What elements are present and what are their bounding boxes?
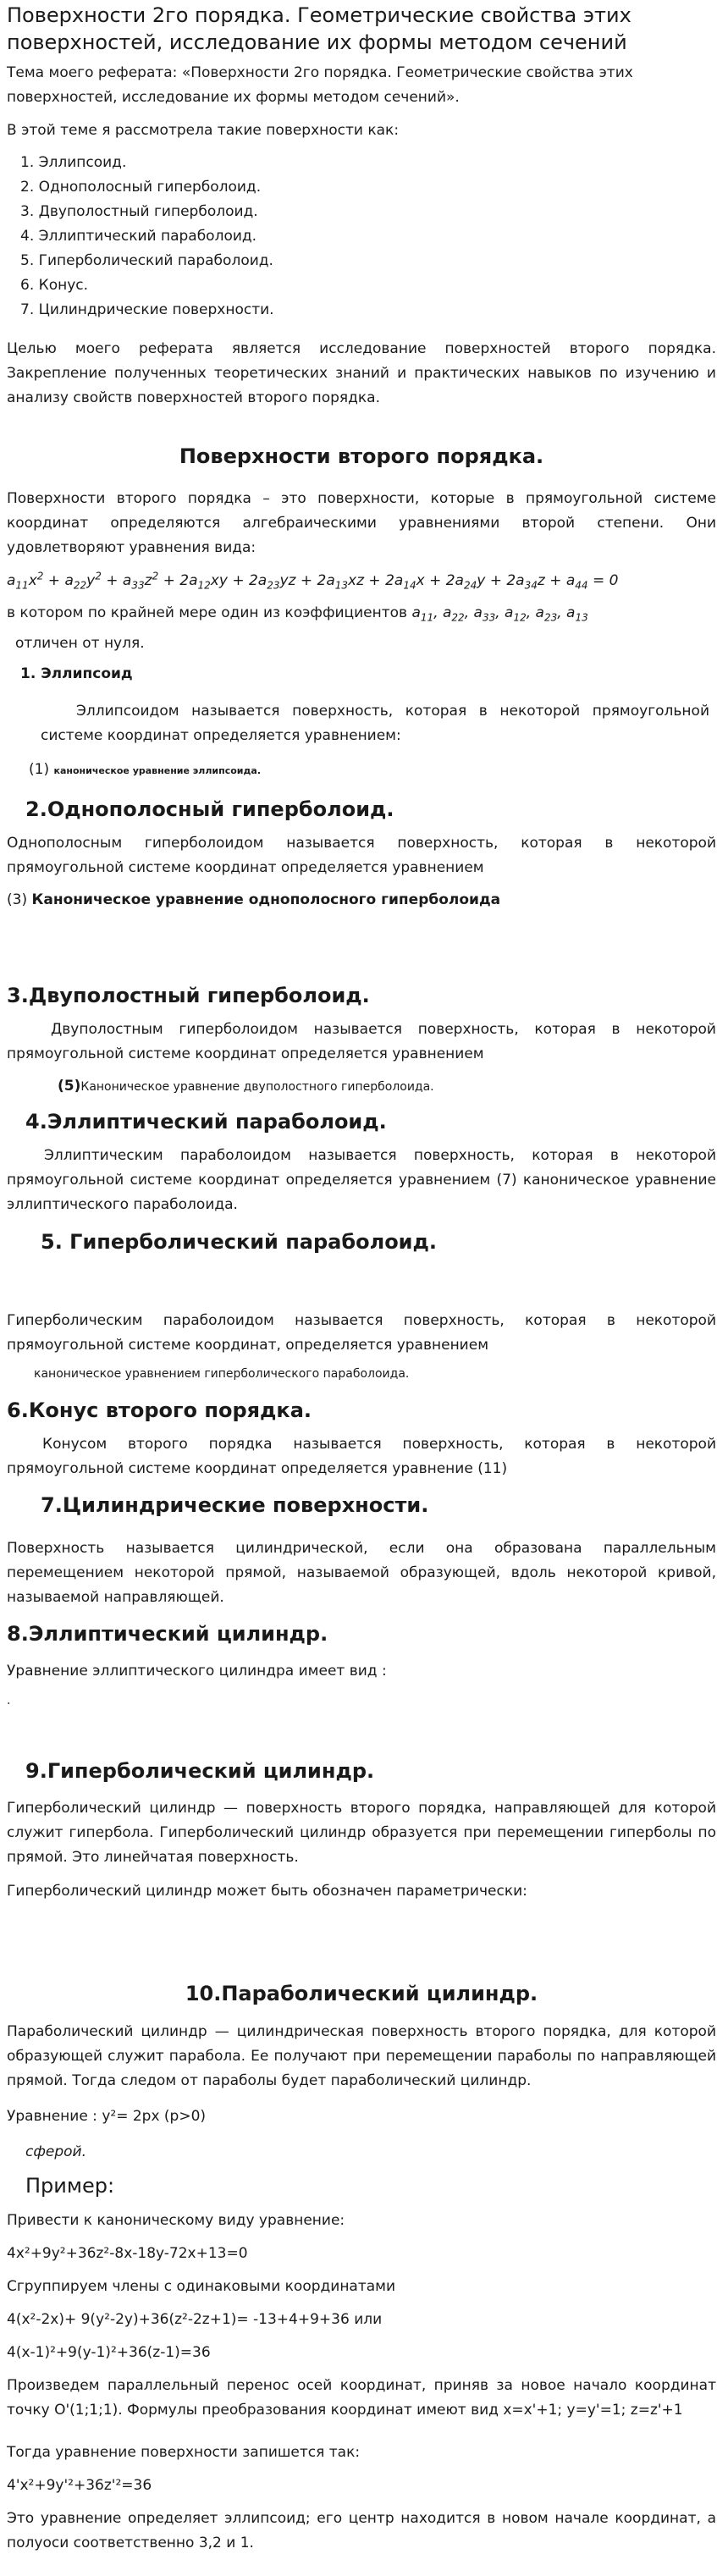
intro-considered: В этой теме я рассмотрела такие поверхности как: [7,122,400,139]
s10-text: Параболический цилиндр — цилиндрическая поверхность второго порядка, для которой образующей служит парабола. Ее получают при перемещении параболы по направляющей прямой. Тогда следом от параболы будет параболический цилиндр. [7,2023,716,2089]
s2-eq-caption: Каноническое уравнение однополосного гиперболоида [31,891,501,908]
list-item: 5. Гиперболический параболоид. [20,252,273,269]
s10-heading: 10.Параболический цилиндр. [185,1982,538,2005]
equation-tail [7,601,716,626]
example-heading: Пример: [25,2174,115,2198]
intro-topic: Тема моего реферата: «Поверхности 2го порядка. Геометрические свойства этих поверхностей, исследование их формы методом сечений». [7,64,633,106]
general-equation: $a_{11}x^2 + a_{22}y^2 + a_{33}z^2 + 2a_{12}xy + 2a_{23}yz + 2a_{13}xz + 2a_{14}x + 2a_{24}y + 2a_{34}z + a_{44} = 0$ [7,570,619,592]
s4-heading: 4.Эллиптический параболоид. [25,1110,387,1134]
page-title: Поверхности 2го порядка. Геометрические свойства этих поверхностей, исследование их формы методом сечений [7,3,632,54]
s3-equation-line [58,1074,717,1100]
s2-equation-line [7,888,716,913]
example-eq1: 4x²+9y²+36z²-8x-18y-72x+13=0 [7,2245,248,2262]
s1-heading: 1. Эллипсоид [20,665,133,682]
list-item: 1. Эллипсоид. [20,154,127,171]
definition-paragraph: Поверхности второго порядка – это поверхности, которые в прямоугольной системе координат определяются алгебраическими уравнениями второй степени. Они удовлетворяют уравнения вида: [7,490,716,556]
s5-heading: 5. Гиперболический параболоид. [41,1230,437,1254]
list-item: 6. Конус. [20,277,89,294]
s9-heading: 9.Гиперболический цилиндр. [25,1759,375,1783]
coefficients-list: $a_{11}$, $a_{22}$, $a_{33}$, $a_{12}$, $a_{23}$, $a_{13}$ [411,604,588,624]
s3-heading: 3.Двуполостный гиперболоид. [7,984,370,1007]
list-item: 4. Эллиптический параболоид. [20,228,257,245]
s3-eq-caption: Каноническое уравнение двуполостного гиперболоида. [80,1080,434,1094]
s4-text: Эллиптическим параболоидом называется поверхность, которая в некоторой прямоугольной системе координат определяется уравнением (7) каноническое уравнение эллиптического параболоида. [7,1147,716,1213]
s1-text: Эллипсоидом называется поверхность, которая в некоторой прямоугольной системе координат определяется уравнением: [41,703,709,744]
example-conclusion: Это уравнение определяет эллипсоид; его центр находится в новом начале координат, а полуоси соответственно 3,2 и 1. [7,2510,716,2551]
example-then: Тогда уравнение поверхности запишется так: [7,2444,361,2461]
equation-tail-text: в котором по крайней мере один из коэффициентов [7,604,412,621]
s1-equation-line [29,758,717,783]
example-eq2: 4(x²-2x)+ 9(y²-2y)+36(z²-2z+1)= -13+4+9+36 или [7,2311,383,2328]
s8-heading: 8.Эллиптический цилиндр. [7,1622,328,1646]
list-item: 2. Однополосный гиперболоид. [20,179,262,196]
sphere-text: сферой. [25,2143,86,2160]
s2-text: Однополосным гиперболоидом называется поверхность, которая в некоторой прямоугольной системе координат определяется уравнением [7,835,716,876]
example-task: Привести к каноническому виду уравнение: [7,2212,345,2229]
goal-paragraph: Целью моего реферата является исследование поверхностей второго порядка. Закрепление полученных теоретических знаний и практических навыков по изучению и анализу свойств поверхностей второго порядка. [7,340,716,406]
s10-equation: Уравнение : y²= 2px (p>0) [7,2108,207,2125]
s9-text: Гиперболический цилиндр — поверхность второго порядка, направляющей для которой служит гипербола. Гиперболический цилиндр образуется при перемещении гиперболы по прямой. Это линейчатая поверхность. [7,1800,716,1866]
s9-param-text: Гиперболический цилиндр может быть обозначен параметрически: [7,1883,527,1900]
s3-text: Двуполостным гиперболоидом называется поверхность, которая в некоторой прямоугольной системе координат определяется уравнением [7,1021,716,1062]
not-zero-text: отличен от нуля. [15,635,145,652]
s6-heading: 6.Конус второго порядка. [7,1398,312,1422]
example-shift: Произведем параллельный перенос осей координат, приняв за новое начало координат точку О'(1;1;1). Формулы преобразования координат имеют вид x=x'+1; y=y'=1; z=z'+1 [7,2377,716,2419]
list-item: 3. Двуполостный гиперболоид. [20,203,258,220]
s7-text: Поверхность называется цилиндрической, если она образована параллельным перемещением некоторой прямой, называемой образующей, вдоль некоторой кривой, называемой направляющей. [7,1540,716,1606]
s1-eq-caption: каноническое уравнение эллипсоида. [53,765,261,776]
s3-eq-label: (5) [58,1078,81,1095]
s2-eq-label: (3) [7,891,28,908]
s8-text: Уравнение эллиптического цилиндра имеет вид : [7,1663,387,1680]
s5-caption: каноническое уравнением гиперболического параболоида. [34,1367,410,1381]
s8-dot: . [7,1694,11,1707]
s6-text: Конусом второго порядка называется поверхность, которая в некоторой прямоугольной системе координат определяется уравнение (11) [7,1436,716,1477]
example-group: Сгруппируем члены с одинаковыми координатами [7,2278,396,2295]
s7-heading: 7.Цилиндрические поверхности. [41,1493,429,1517]
s5-text: Гиперболическим параболоидом называется поверхность, которая в некоторой прямоугольной системе координат, определяется уравнением [7,1312,716,1354]
example-eq4: 4'x²+9y'²+36z'²=36 [7,2477,152,2494]
example-eq3: 4(x-1)²+9(y-1)²+36(z-1)=36 [7,2344,211,2361]
surfaces-list [20,151,698,323]
section-heading-main: Поверхности второго порядка. [179,444,544,468]
list-item: 7. Цилиндрические поверхности. [20,301,274,318]
s1-eq-label: (1) [29,761,50,778]
s2-heading: 2.Однополосный гиперболоид. [25,797,394,821]
